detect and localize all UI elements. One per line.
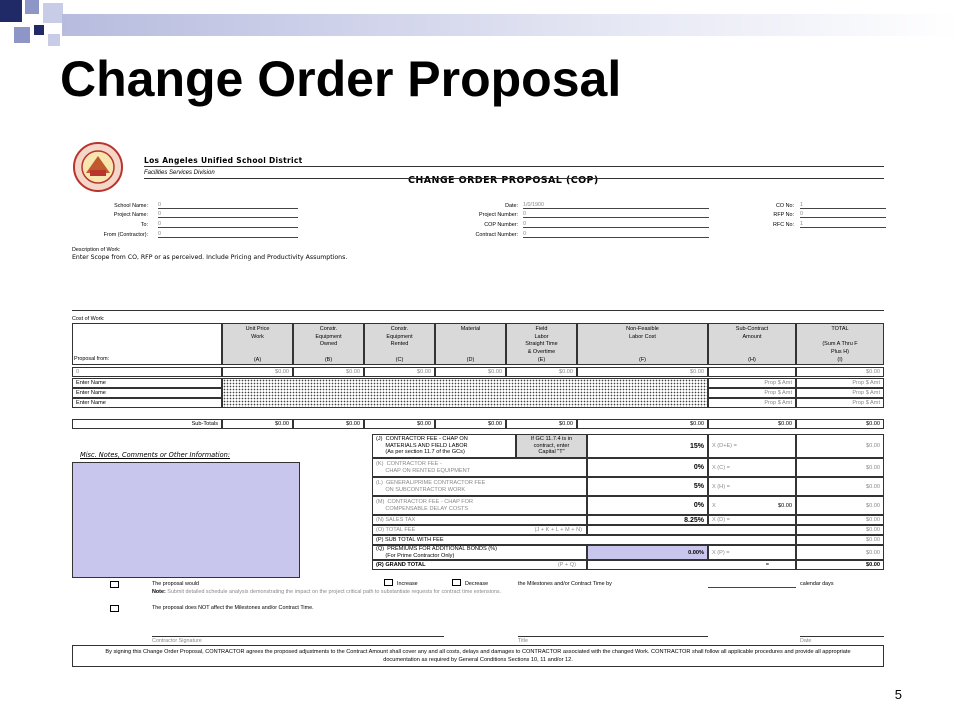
co-no-field[interactable]: 1 [800, 202, 886, 209]
page-number: 5 [894, 687, 902, 702]
increase-checkbox[interactable] [384, 579, 393, 586]
empty-cell [587, 525, 796, 535]
date-line [800, 636, 884, 637]
date-label: Date: [505, 203, 518, 209]
project-number-label: Project Number: [479, 212, 518, 218]
column-code: (A) [253, 357, 262, 363]
header-bar [62, 14, 960, 36]
contract-number-field[interactable]: 0 [523, 231, 709, 238]
total-fee-formula: (J + K + L + M + N) [534, 527, 582, 533]
footer-box [72, 645, 884, 667]
table-row-name[interactable]: 0 [72, 367, 222, 377]
fee-pct[interactable]: 5% [587, 477, 708, 496]
subtotal-cell: $0.00 [708, 419, 796, 429]
subtotals-label: Sub-Totals [72, 419, 222, 429]
column-header-subcontract [708, 323, 796, 365]
table-row-name[interactable]: Enter Name [72, 388, 222, 398]
column-code: (F) [638, 357, 647, 363]
subtotal-cell: $0.00 [364, 419, 435, 429]
fee-total: $0.00 [796, 477, 884, 496]
fee-total: $0.00 [796, 458, 884, 477]
column-title: Field Labor Straight Time & Overtime [525, 326, 558, 355]
decrease-checkbox[interactable] [452, 579, 461, 586]
fee-formula: X (D) = [708, 515, 796, 525]
table-cell-total: Prop $ Amt [796, 388, 884, 398]
table-cell[interactable]: Prop $ Amt [708, 398, 796, 408]
co-no-label: CO No: [776, 203, 794, 209]
column-header-material [435, 323, 506, 365]
grand-total-row [372, 560, 587, 570]
column-title: Sub-Contract Amount [735, 326, 769, 340]
from-contractor-field[interactable]: 0 [158, 231, 298, 238]
description-text[interactable]: Enter Scope from CO, RFP or as perceived. Include Pricing and Productivity Assumptions. [72, 254, 348, 261]
fee-total: $0.00 [796, 496, 884, 515]
signature-line [152, 636, 444, 637]
fee-label: (M) CONTRACTOR FEE - CHAP FOR COMPENSABLE DELAY COSTS [376, 498, 474, 512]
title-line [518, 636, 708, 637]
total-fee-label: (O) TOTAL FEE [376, 527, 416, 533]
fee-formula: X (C) = [708, 458, 796, 477]
slide-title: Change Order Proposal [60, 51, 622, 107]
fee-formula: X (H) = [708, 477, 796, 496]
proposal-would-text: The proposal would [152, 581, 200, 587]
fee-label: (J) CONTRACTOR FEE - CHAP ON MATERIALS AND FIELD LABOR (As per section 11.7 of the GCs) [376, 436, 468, 456]
title-label: Title [518, 638, 528, 644]
not-affect-text: The proposal does NOT affect the Milestones and/or Contract Time. [152, 605, 314, 611]
table-cell[interactable]: $0.00 [435, 367, 506, 377]
increase-label: Increase [397, 581, 418, 587]
cost-of-work-label: Cost of Work: [72, 316, 105, 322]
corner-square [43, 3, 63, 23]
decrease-label: Decrease [465, 581, 489, 587]
table-cell[interactable]: Prop $ Amt [708, 378, 796, 388]
fee-pct[interactable]: 0% [587, 496, 708, 515]
column-title: Non-Feasible Labor Cost [626, 326, 659, 340]
fee-pct[interactable]: 8.25% [587, 515, 708, 525]
cop-number-field[interactable]: 0 [523, 221, 709, 228]
gc-note-text: If GC 11.7.4 is in contract, enter Capital "T" [530, 436, 573, 456]
grand-total-value: $0.00 [796, 560, 884, 570]
bonds-total: $0.00 [796, 545, 884, 560]
column-code: (E) [537, 357, 546, 363]
change-order-form [66, 138, 896, 670]
fee-row-j [372, 434, 516, 458]
footer-text: By signing this Change Order Proposal, CONTRACTOR agrees the proposed adjustments to the Contract Amount shall cover any and all costs, delays and damages to CONTRACTOR associated with the changed Work. CONTRACTOR shall follow all applicable procedures and provide all appropriate documentation as required by General Conditions Sections 10, 11 and/or 12. [105, 649, 851, 663]
column-header-equipment-owned [293, 323, 364, 365]
note-label: Note: [152, 589, 166, 595]
form-title: CHANGE ORDER PROPOSAL (COP) [408, 175, 599, 186]
note-line [152, 589, 501, 595]
shaded-cells [222, 378, 708, 408]
column-header-unit-price [222, 323, 293, 365]
grand-total-eq [587, 560, 796, 570]
column-header-field-labor [506, 323, 577, 365]
grand-total-equals: = [765, 562, 769, 568]
project-number-field[interactable]: 0 [523, 211, 709, 218]
column-code: (B) [324, 357, 333, 363]
project-name-field[interactable]: 0 [158, 211, 298, 218]
table-cell[interactable] [708, 367, 796, 377]
school-name-field[interactable]: 0 [158, 202, 298, 209]
fee-amount[interactable]: $0.00 [778, 502, 792, 509]
fee-label: (N) SALES TAX [376, 517, 416, 523]
subtotal-cell: $0.00 [222, 419, 293, 429]
table-cell-total: Prop $ Amt [796, 398, 884, 408]
gc-note [516, 434, 587, 458]
column-title: Constr. Equipment Owned [315, 326, 342, 347]
district-logo [70, 142, 126, 192]
note-text: Submit detailed schedule analysis demonstrating the impact on the project critical path to substantiate requests for contract time extensions. [167, 589, 502, 595]
corner-square [0, 0, 22, 22]
fee-pct[interactable]: 15% [587, 434, 708, 458]
total-fee-row [372, 525, 587, 535]
column-header-equipment-rented [364, 323, 435, 365]
rfp-no-field[interactable]: 0 [800, 211, 886, 218]
grand-total-formula: (P + Q) [557, 562, 576, 568]
fee-row-n [372, 515, 587, 525]
corner-square [34, 25, 44, 35]
project-name-label: Project Name: [113, 212, 148, 218]
table-row-name[interactable]: Enter Name [72, 398, 222, 408]
rfc-no-field[interactable]: 1 [800, 221, 886, 228]
fee-total: $0.00 [796, 515, 884, 525]
grand-total-label: (R) GRAND TOTAL [376, 562, 426, 568]
table-cell[interactable]: Prop $ Amt [708, 388, 796, 398]
column-code: (H) [748, 357, 756, 363]
subtotal-cell: $0.00 [506, 419, 577, 429]
rfc-no-label: RFC No: [773, 222, 794, 228]
subtotal-fee-label: (P) SUB TOTAL WITH FEE [372, 535, 796, 545]
table-cell[interactable]: $0.00 [293, 367, 364, 377]
description-label: Description of Work: [72, 247, 121, 253]
from-contractor-label: From (Contractor): [103, 232, 148, 238]
calendar-days-field[interactable] [708, 580, 796, 588]
column-title: TOTAL (Sum A Thru F Plus H) [822, 326, 858, 355]
column-code: (C) [395, 357, 404, 363]
corner-square [14, 27, 30, 43]
subtotal-cell: $0.00 [577, 419, 708, 429]
rule [144, 166, 884, 167]
school-name-label: School Name: [114, 203, 148, 209]
column-header-total [796, 323, 884, 365]
to-field[interactable]: 0 [158, 221, 298, 228]
table-cell[interactable]: $0.00 [577, 367, 708, 377]
table-cell[interactable]: $0.00 [506, 367, 577, 377]
fee-total: $0.00 [796, 434, 884, 458]
column-title: Unit Price Work [245, 326, 270, 340]
rule [72, 310, 884, 311]
fee-label: (K) CONTRACTOR FEE - CHAP ON RENTED EQUIPMENT [376, 460, 471, 474]
bonds-label: (Q) PREMIUMS FOR ADDITIONAL BONDS (%) (For Prime Contractor Only) [376, 546, 497, 559]
not-affect-checkbox[interactable] [110, 605, 119, 612]
fee-formula: X (D+E) = [708, 434, 796, 458]
rule [144, 178, 884, 179]
bonds-formula: X (P) = [708, 545, 796, 560]
division-name: Facilities Services Division [144, 170, 215, 176]
date-label-bottom: Date [800, 638, 812, 644]
corner-square [48, 34, 60, 46]
column-header-non-feasible-labor [577, 323, 708, 365]
bonds-pct[interactable]: 0.00% [587, 545, 708, 560]
fee-row-l [372, 477, 587, 496]
to-label: To: [140, 222, 148, 228]
table-cell[interactable]: $0.00 [222, 367, 293, 377]
corner-square [25, 0, 39, 14]
column-code: (D) [466, 357, 475, 363]
fee-label: (L) GENERAL/PRIME CONTRACTOR FEE ON SUBCONTRACTOR WORK [376, 479, 486, 493]
table-row-name[interactable]: Enter Name [72, 378, 222, 388]
table-cell-total: $0.00 [796, 367, 884, 377]
fee-pct[interactable]: 0% [587, 458, 708, 477]
milestones-text: the Milestones and/or Contract Time by [518, 581, 612, 587]
contract-number-label: Contract Number: [475, 232, 518, 238]
fee-row-k [372, 458, 587, 477]
subtotal-cell: $0.00 [796, 419, 884, 429]
table-cell[interactable]: $0.00 [364, 367, 435, 377]
proposal-from-label: Proposal from: [74, 356, 110, 362]
date-field[interactable]: 1/0/1900 [523, 202, 709, 209]
subtotal-fee-value: $0.00 [796, 535, 884, 545]
fee-row-m [372, 496, 587, 515]
column-title: Constr. Equipment Rented [386, 326, 413, 347]
column-title: Material [460, 326, 481, 332]
cop-number-label: COP Number: [484, 222, 518, 228]
subtotal-cell: $0.00 [293, 419, 364, 429]
fee-formula [708, 496, 796, 515]
total-fee-value: $0.00 [796, 525, 884, 535]
notes-label: Misc. Notes, Comments or Other Information: [80, 451, 231, 459]
column-code: (I) [837, 357, 843, 363]
calendar-days-label: calendar days [800, 581, 834, 587]
subtotal-cell: $0.00 [435, 419, 506, 429]
signature-label: Contractor Signature [152, 638, 202, 644]
district-name: Los Angeles Unified School District [144, 156, 303, 165]
fee-formula-text: X [712, 502, 716, 509]
bonds-row [372, 545, 587, 560]
table-cell-total: Prop $ Amt [796, 378, 884, 388]
notes-textarea[interactable] [72, 462, 300, 578]
rfp-no-label: RFP No: [773, 212, 794, 218]
proposal-would-checkbox[interactable] [110, 581, 119, 588]
